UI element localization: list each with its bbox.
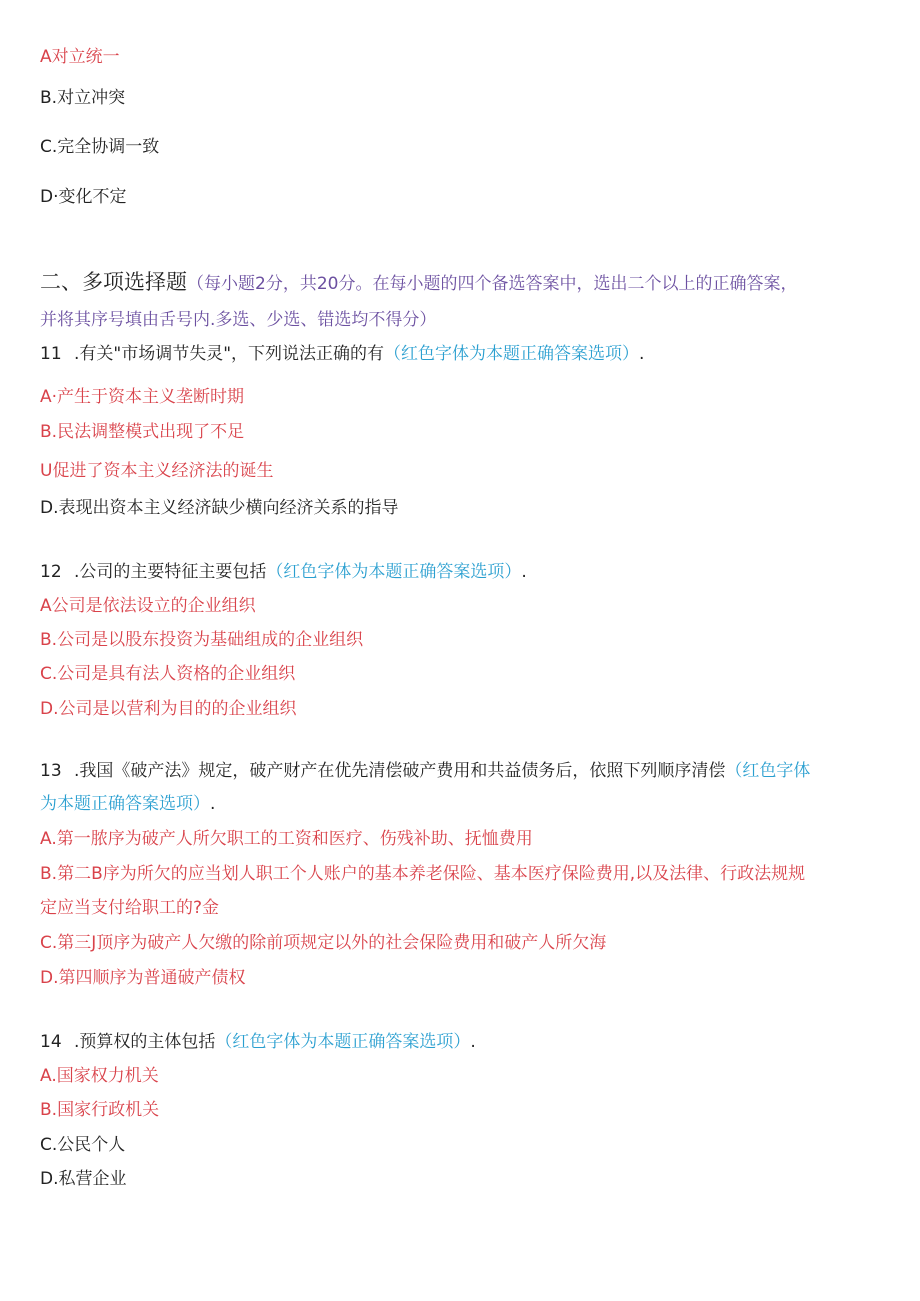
q10-option-a: A对立统一 — [40, 47, 120, 67]
q13-option-b: B.第二B序为所欠的应当划人职工个人账户的基本养老保险、基本医疗保险费用,以及法律、行政法规规 — [40, 864, 806, 884]
q10-option-b: B.对立冲突 — [40, 88, 126, 108]
q11-option-d: D.表现出资本主义经济缺少横向经济关系的指导 — [40, 498, 399, 518]
q11-option-b: B.民法调整模式出现了不足 — [40, 422, 245, 442]
question-text: .公司的主要特征主要包括 — [74, 562, 267, 582]
q12-option-b: B.公司是以股东投资为基础组成的企业组织 — [40, 630, 364, 650]
q13-option-d: D.第四顺序为普通破产债权 — [40, 968, 246, 988]
question-14-stem — [40, 1030, 476, 1054]
q14-option-b: B.国家行政机关 — [40, 1100, 160, 1120]
q14-option-d: D.私营企业 — [40, 1169, 127, 1189]
question-number: 14 — [40, 1032, 62, 1052]
question-tail: . — [210, 794, 216, 814]
question-number: 11 — [40, 344, 62, 364]
question-tail: . — [470, 1032, 476, 1052]
question-13-stem — [40, 759, 810, 783]
answer-hint: （红色字体 — [725, 761, 811, 781]
question-number: 12 — [40, 562, 62, 582]
question-text: .预算权的主体包括 — [74, 1032, 216, 1052]
question-number: 13 — [40, 761, 62, 781]
q10-option-d: D·变化不定 — [40, 187, 127, 207]
question-tail: . — [521, 562, 527, 582]
question-text: .有关"市场调节失灵"，下列说法正确的有 — [74, 344, 385, 364]
question-12-stem — [40, 560, 527, 584]
section-title: 二、多项选择题 — [40, 270, 187, 294]
section-note-line2: 并将其序号填由舌号内.多选、少选、错选均不得分） — [40, 310, 437, 330]
q11-option-c: U促进了资本主义经济法的诞生 — [40, 461, 274, 481]
question-text: .我国《破产法》规定，破产财产在优先清偿破产费用和共益债务后，依照下列顺序清偿 — [74, 761, 726, 781]
q12-option-a: A公司是依法设立的企业组织 — [40, 596, 256, 616]
q11-option-a: A·产生于资本主义垄断时期 — [40, 387, 245, 407]
answer-hint: （红色字体为本题正确答案选项） — [266, 562, 522, 582]
q13-option-c: C.第三J顶序为破产人欠缴的除前项规定以外的社会保险费用和破产人所欠海 — [40, 933, 607, 953]
question-tail: . — [639, 344, 645, 364]
q14-option-c: C.公民个人 — [40, 1135, 126, 1155]
answer-hint: （红色字体为本题正确答案选项） — [215, 1032, 471, 1052]
section-note-line1: （每小题2分，共20分。在每小题的四个备选答案中，选出二个以上的正确答案， — [187, 274, 798, 294]
question-13-stem-cont — [40, 792, 215, 816]
q13-option-a: A.第一脓序为破产人所欠职工的工资和医疗、伤残补助、抚恤费用 — [40, 829, 533, 849]
q12-option-c: C.公司是具有法人资格的企业组织 — [40, 664, 296, 684]
q10-option-c: C.完全协调一致 — [40, 137, 160, 157]
q14-option-a: A.国家权力机关 — [40, 1066, 159, 1086]
answer-hint: （红色字体为本题正确答案选项） — [384, 344, 640, 364]
q13-option-b-cont: 定应当支付给职工的?金 — [40, 898, 220, 918]
question-11-stem — [40, 342, 644, 366]
answer-hint-cont: 为本题正确答案选项） — [40, 794, 210, 814]
q12-option-d: D.公司是以营利为目的的企业组织 — [40, 699, 297, 719]
section-heading — [40, 270, 797, 296]
